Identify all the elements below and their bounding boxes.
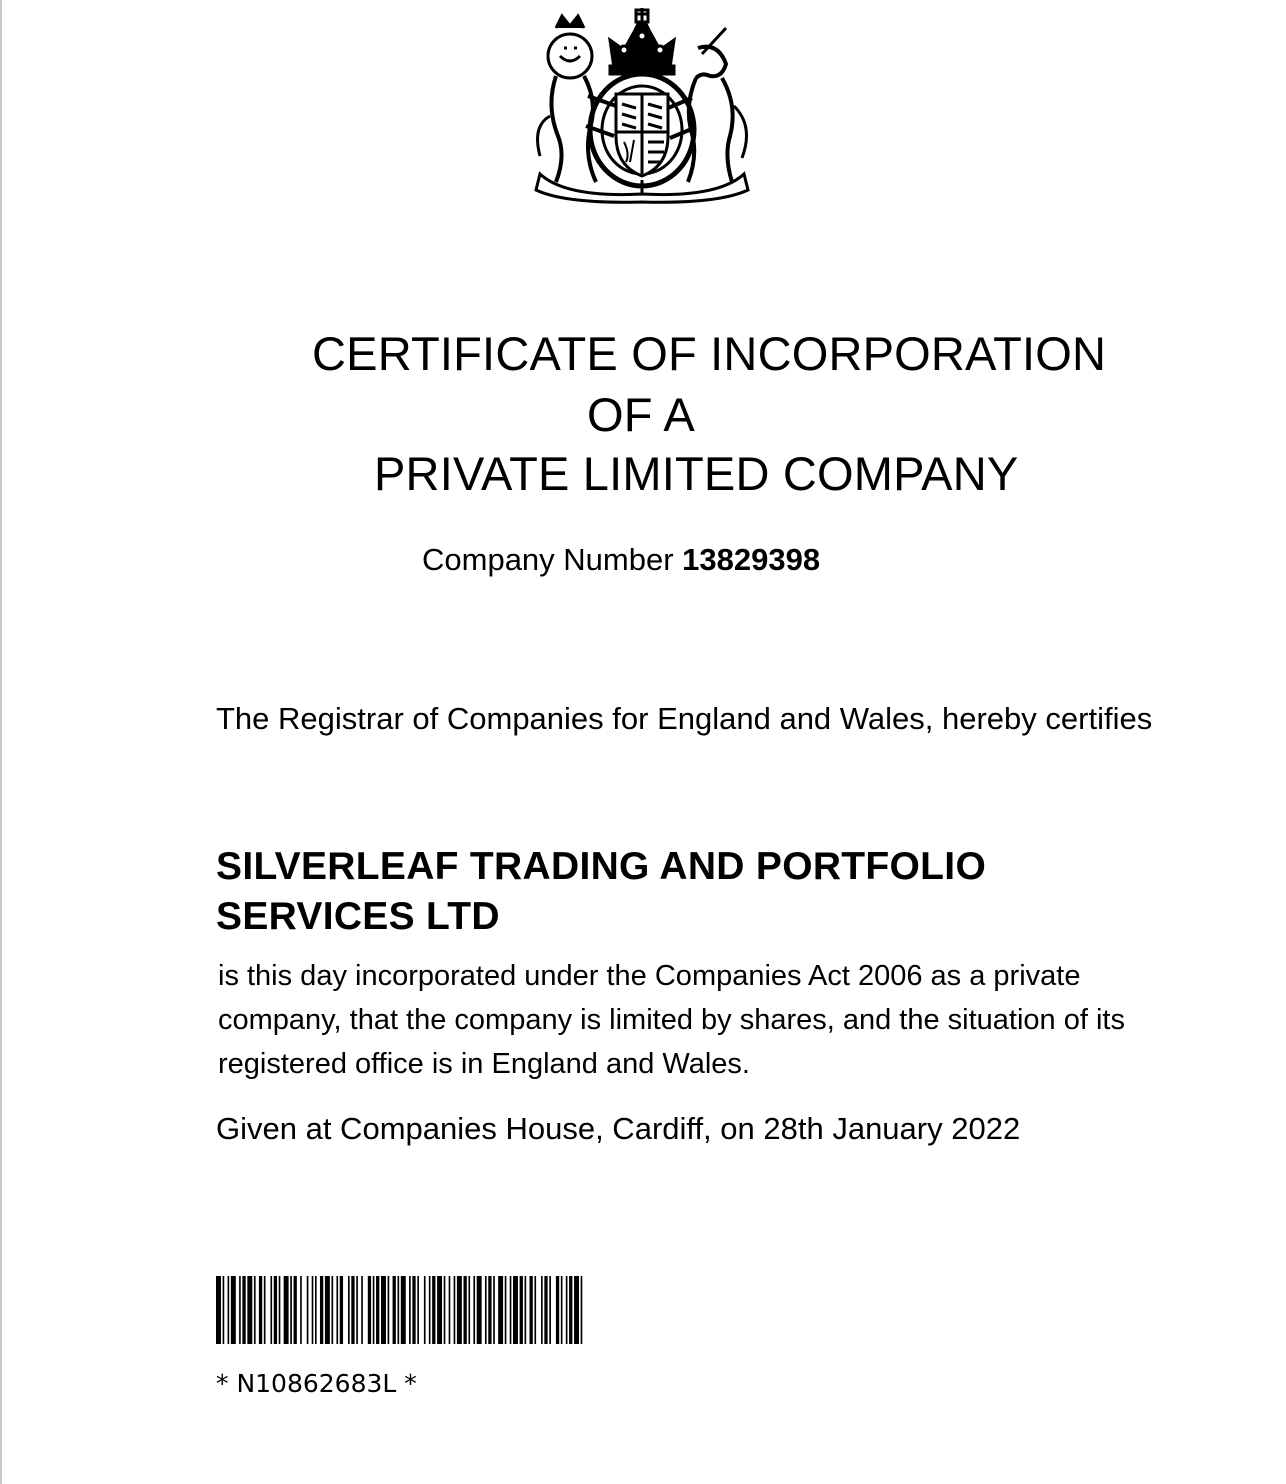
company-number-label: Company Number	[422, 542, 674, 577]
royal-coat-of-arms-icon	[526, 6, 758, 204]
given-statement: Given at Companies House, Cardiff, on 28th January 2022	[216, 1111, 1021, 1146]
barcode-code: * N10862683L *	[216, 1369, 417, 1398]
incorporation-statement: is this day incorporated under the Companies Act 2006 as a private company, that the company is limited by shares, and the situation of its registered office is in England and Wales.	[218, 960, 1125, 1080]
barcode-icon	[216, 1276, 678, 1344]
certificate-title-line-3: PRIVATE LIMITED COMPANY	[374, 447, 1019, 500]
page-edge-divider	[0, 0, 2, 1484]
company-number-value: 13829398	[682, 542, 821, 577]
certificate-title-line-1: CERTIFICATE OF INCORPORATION	[312, 327, 1107, 380]
certificate-title-line-2: OF A	[587, 388, 695, 441]
registrar-statement: The Registrar of Companies for England and Wales, hereby certifies	[216, 701, 1153, 736]
company-number	[422, 541, 820, 579]
company-name: SILVERLEAF TRADING AND PORTFOLIO SERVICES LTD	[216, 845, 987, 938]
